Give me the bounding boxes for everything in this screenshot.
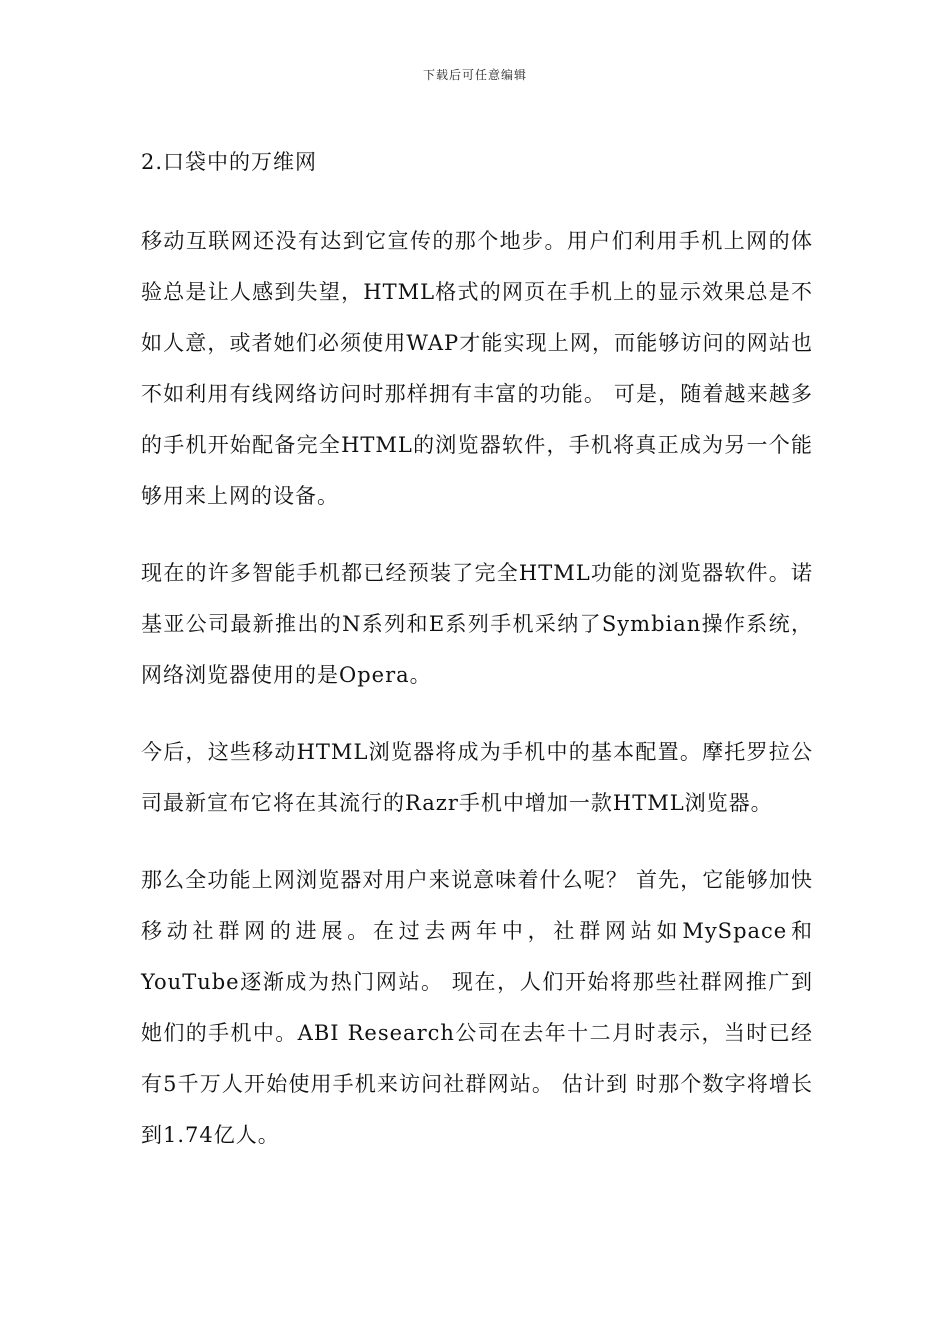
section-title: 2.口袋中的万维网 [141,150,318,174]
paragraph-4: 那么全功能上网浏览器对用户来说意味着什么呢？ 首先，它能够加快移动社群网的进展。在过去两年中，社群网站如MySpace和YouTube逐渐成为热门网站。 现在，人们开始将那些社群网推广到她们的手机中。ABI Research公司在去年十二月时表示，当时已经有5千万人开始使用手机来访问社群网站。 估计到 时那个数字将增长到1.74亿人。 [141,868,813,1147]
paragraph-1: 移动互联网还没有达到它宣传的那个地步。用户们利用手机上网的体验总是让人感到失望，HTML格式的网页在手机上的显示效果总是不如人意，或者她们必须使用WAP才能实现上网，而能够访问的网站也不如利用有线网络访问时那样拥有丰富的功能。 可是，随着越来越多的手机开始配备完全HTML的浏览器软件，手机将真正成为另一个能够用来上网的设备。 [141,229,813,508]
document-body [141,140,813,1187]
page-header: 下载后可任意编辑 [422,68,527,82]
paragraph-2: 现在的许多智能手机都已经预装了完全HTML功能的浏览器软件。诺基亚公司最新推出的N系列和E系列手机采纳了Symbian操作系统，网络浏览器使用的是Opera。 [141,561,813,687]
paragraph-3: 今后，这些移动HTML浏览器将成为手机中的基本配置。摩托罗拉公司最新宣布它将在其流行的Razr手机中增加一款HTML浏览器。 [141,740,813,815]
